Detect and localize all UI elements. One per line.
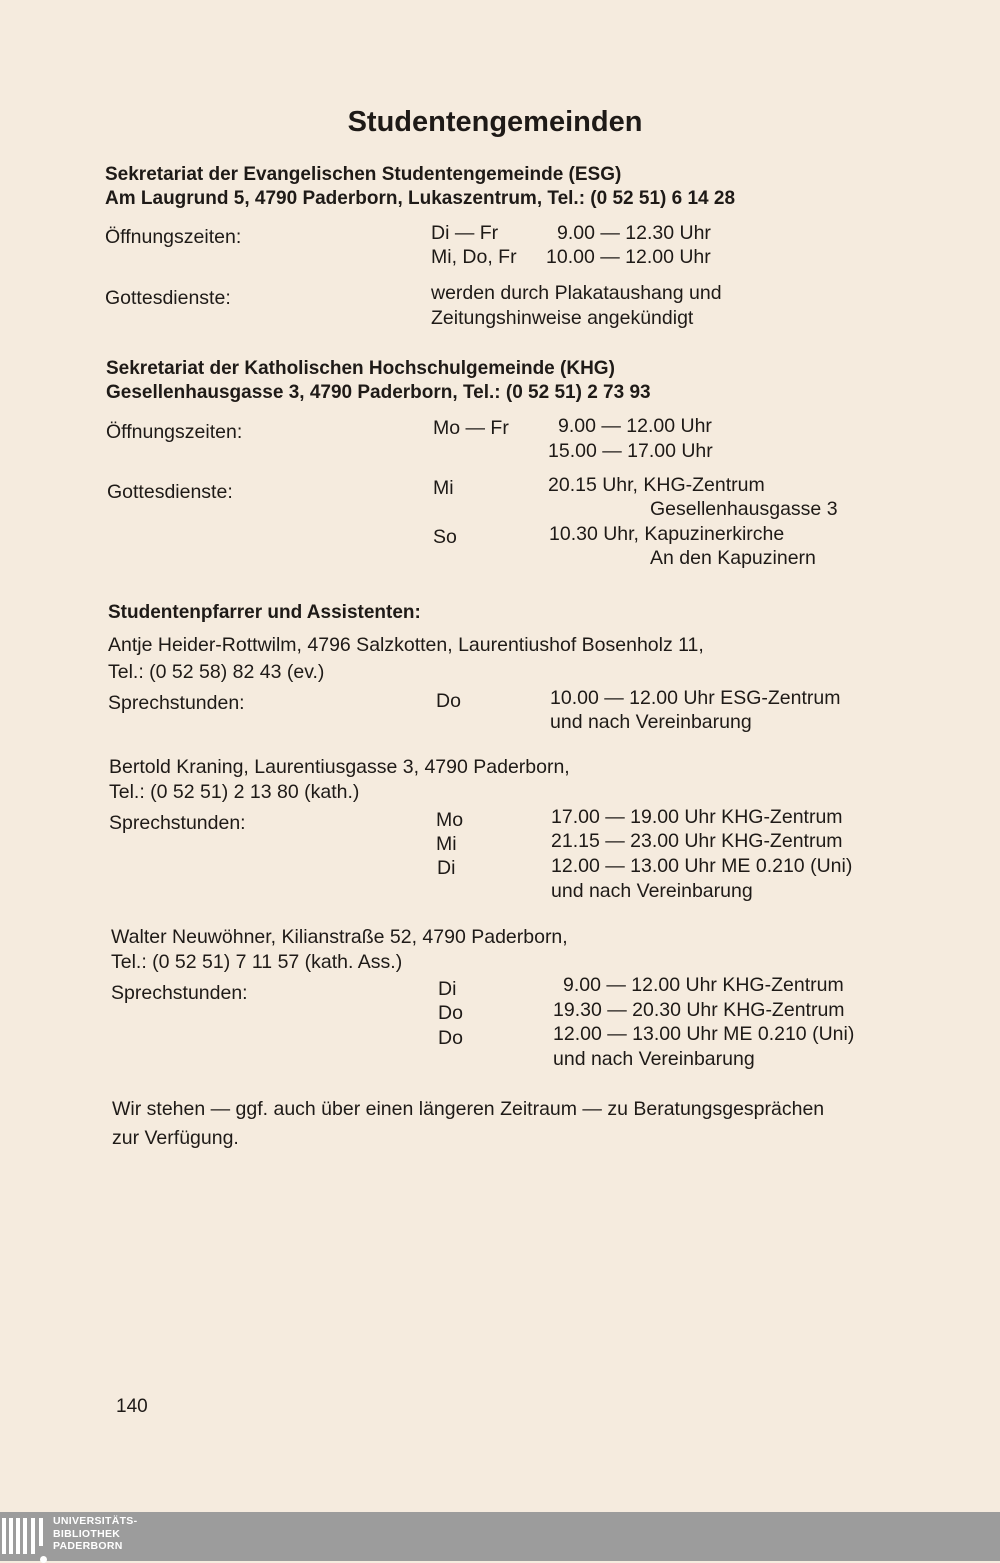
khg-hours-label: Öffnungszeiten: [106, 421, 243, 443]
page-number: 140 [116, 1396, 148, 1417]
esg-address: Am Laugrund 5, 4790 Paderborn, Lukaszentrum, Tel.: (0 52 51) 6 14 28 [105, 188, 736, 209]
staff-heading: Studentenpfarrer und Assistenten: [108, 602, 421, 623]
person-phone: Tel.: (0 52 51) 2 13 80 (kath.) [109, 781, 360, 803]
esg-services-label: Gottesdienste: [105, 287, 231, 309]
closing-text: zur Verfügung. [112, 1127, 239, 1149]
office-hours-time: 12.00 — 13.00 Uhr ME 0.210 (Uni) [551, 855, 853, 877]
page-title: Studentengemeinden [347, 106, 643, 138]
office-hours-time: 19.30 — 20.30 Uhr KHG-Zentrum [553, 999, 845, 1021]
office-hours-day: Mo [436, 809, 464, 831]
office-hours-day: Mi [436, 833, 457, 855]
office-hours-day: Di [438, 978, 457, 1000]
office-hours-day: Do [438, 1002, 463, 1024]
khg-services-label: Gottesdienste: [107, 481, 233, 503]
esg-hours-label: Öffnungszeiten: [105, 226, 242, 248]
khg-address: Gesellenhausgasse 3, 4790 Paderborn, Tel.: (0 52 51) 2 73 93 [106, 382, 651, 403]
library-logo-icon [2, 1518, 46, 1558]
esg-services-text: werden durch Plakataushang und [431, 282, 722, 304]
office-hours-label: Sprechstunden: [108, 692, 245, 714]
office-hours-time: 12.00 — 13.00 Uhr ME 0.210 (Uni) [553, 1023, 855, 1045]
esg-hours-time: 9.00 — 12.30 Uhr [557, 222, 711, 244]
office-hours-day: Di [437, 857, 456, 879]
khg-hours-days: Mo — Fr [433, 417, 509, 439]
office-hours-note: und nach Vereinbarung [550, 711, 752, 733]
khg-heading: Sekretariat der Katholischen Hochschulgemeinde (KHG) [106, 358, 615, 379]
office-hours-time: 21.15 — 23.00 Uhr KHG-Zentrum [551, 830, 843, 852]
footer-bar [0, 1512, 1000, 1561]
logo-line: BIBLIOTHEK [53, 1527, 121, 1540]
khg-hours-time: 15.00 — 17.00 Uhr [548, 440, 713, 462]
office-hours-time: 10.00 — 12.00 Uhr ESG-Zentrum [550, 687, 841, 709]
khg-service-day: So [433, 526, 457, 548]
khg-hours-time: 9.00 — 12.00 Uhr [558, 415, 712, 437]
esg-heading: Sekretariat der Evangelischen Studentengemeinde (ESG) [105, 164, 622, 185]
person-phone: Tel.: (0 52 58) 82 43 (ev.) [108, 661, 325, 683]
esg-hours-days: Di — Fr [431, 222, 499, 244]
office-hours-label: Sprechstunden: [111, 982, 248, 1004]
khg-service-line: 10.30 Uhr, Kapuzinerkirche [549, 523, 785, 545]
esg-hours-time: 10.00 — 12.00 Uhr [546, 246, 711, 268]
khg-service-day: Mi [433, 477, 454, 499]
khg-service-line: Gesellenhausgasse 3 [650, 498, 838, 520]
closing-text: Wir stehen — ggf. auch über einen längeren Zeitraum — zu Beratungsgesprächen [112, 1098, 825, 1120]
office-hours-note: und nach Vereinbarung [553, 1048, 755, 1070]
office-hours-time: 9.00 — 12.00 Uhr KHG-Zentrum [563, 974, 844, 996]
khg-service-line: 20.15 Uhr, KHG-Zentrum [548, 474, 765, 496]
office-hours-day: Do [438, 1027, 463, 1049]
library-logo-text [53, 1515, 137, 1553]
person-name-address: Walter Neuwöhner, Kilianstraße 52, 4790 Paderborn, [111, 926, 568, 948]
office-hours-day: Do [436, 690, 461, 712]
office-hours-label: Sprechstunden: [109, 812, 246, 834]
office-hours-note: und nach Vereinbarung [551, 880, 753, 902]
person-name-address: Bertold Kraning, Laurentiusgasse 3, 4790 Paderborn, [109, 756, 570, 778]
office-hours-time: 17.00 — 19.00 Uhr KHG-Zentrum [551, 806, 843, 828]
person-name-address: Antje Heider-Rottwilm, 4796 Salzkotten, Laurentiushof Bosenholz 11, [108, 634, 704, 656]
logo-line: UNIVERSITÄTS- [53, 1515, 138, 1527]
esg-hours-days: Mi, Do, Fr [431, 246, 517, 268]
khg-service-line: An den Kapuzinern [650, 547, 816, 569]
person-phone: Tel.: (0 52 51) 7 11 57 (kath. Ass.) [111, 951, 403, 973]
esg-services-text: Zeitungshinweise angekündigt [431, 307, 694, 329]
logo-line: PADERBORN [53, 1540, 123, 1552]
